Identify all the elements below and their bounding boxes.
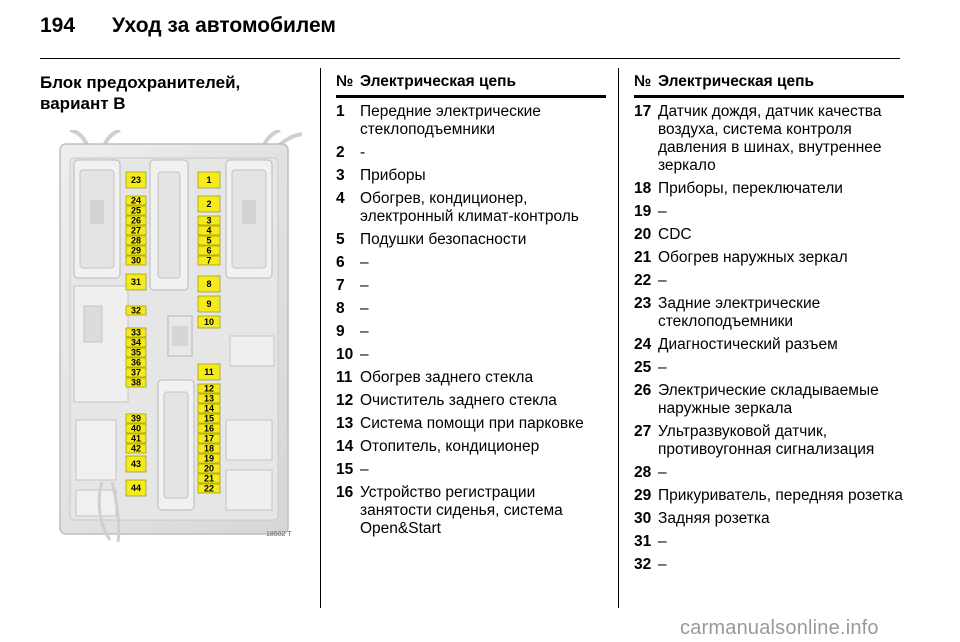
- table-row: [634, 556, 904, 574]
- fuse-label-left: [126, 358, 146, 368]
- circuit-description: CDC: [658, 226, 692, 243]
- fuse-number: 2: [336, 144, 345, 161]
- fuse-number-text: 24: [130, 195, 142, 206]
- fuse-number: 23: [634, 295, 652, 312]
- fuse-number-text: 39: [130, 413, 142, 424]
- fuse-number-text: 31: [130, 277, 142, 288]
- table-row: [634, 487, 904, 505]
- table-row: [336, 300, 606, 318]
- table-row: [634, 359, 904, 377]
- fuse-number: 7: [336, 277, 345, 294]
- fuse-number: 5: [336, 231, 345, 248]
- fuse-number-text: 16: [203, 423, 215, 434]
- circuit-description: –: [658, 556, 667, 573]
- fuse-number: 9: [336, 323, 345, 340]
- table-row: [634, 533, 904, 551]
- fuse-label-left: [126, 338, 146, 348]
- fuse-label-right: [198, 454, 220, 464]
- fuse-number: 13: [336, 415, 354, 432]
- fuse-label-right: [198, 364, 220, 380]
- fuse-number: 11: [336, 369, 353, 386]
- fuse-label-left: [126, 434, 146, 444]
- circuit-description: –: [658, 359, 667, 376]
- table-row: [336, 346, 606, 364]
- fuse-number: 28: [634, 464, 652, 481]
- fuse-label-right: [198, 414, 220, 424]
- table-row: [336, 144, 606, 162]
- fuse-number-text: 30: [130, 255, 142, 266]
- table-row: [336, 103, 606, 139]
- fuse-number-text: 8: [206, 279, 212, 290]
- fuse-label-right: [198, 444, 220, 454]
- circuit-description: –: [360, 346, 369, 363]
- chapter-title: Уход за автомобилем: [112, 14, 336, 37]
- fuse-label-left: [126, 216, 146, 226]
- table-row: [336, 415, 606, 433]
- fuse-number: 30: [634, 510, 652, 527]
- fuse-label-left: [126, 196, 146, 206]
- fuse-label-right: [198, 246, 220, 256]
- fuse-number-text: 17: [203, 433, 215, 444]
- table-row: [634, 382, 904, 418]
- circuit-description: –: [360, 254, 369, 271]
- circuit-description: –: [658, 533, 667, 550]
- fuse-number: 14: [336, 438, 354, 455]
- table-row: [336, 254, 606, 272]
- fuse-label-left: [126, 480, 146, 496]
- fuse-number: 24: [634, 336, 652, 353]
- circuit-description: Датчик дождя, датчик качества воздуха, система контроля давления в шинах, внутреннее зеркало: [658, 103, 882, 174]
- fuse-number: 19: [634, 203, 652, 220]
- fuse-number-text: 38: [130, 377, 142, 388]
- fuse-number: 29: [634, 487, 652, 504]
- site-watermark: carmanualsonline.info: [680, 617, 879, 639]
- table-row: [634, 295, 904, 331]
- fuse-number: 17: [634, 103, 652, 120]
- fuse-number-text: 26: [130, 215, 142, 226]
- table-row: [634, 336, 904, 354]
- fuse-label-left: [126, 206, 146, 216]
- diagram-code: 18502 T: [266, 531, 292, 538]
- fuse-number-text: 18: [203, 443, 215, 454]
- fuse-number-text: 11: [204, 367, 214, 378]
- fuse-label-right: [198, 296, 220, 312]
- circuit-description: –: [360, 323, 369, 340]
- header-rule: [40, 58, 900, 59]
- fuse-label-left: [126, 172, 146, 188]
- circuit-description: Ультразвуковой датчик, противоугонная сигнализация: [658, 423, 875, 458]
- fuse-number: 15: [336, 461, 354, 478]
- fuse-label-left: [126, 444, 146, 454]
- section-title-line-2: вариант В: [40, 94, 126, 113]
- table-row: [634, 423, 904, 459]
- table-row: [336, 323, 606, 341]
- circuit-description: –: [658, 464, 667, 481]
- circuit-description: Задние электрические стеклоподъемники: [658, 295, 821, 330]
- fuse-number: 8: [336, 300, 345, 317]
- fuse-number: 25: [634, 359, 652, 376]
- fuse-label-right: [198, 216, 220, 226]
- fuse-label-left: [126, 236, 146, 246]
- fuse-label-left: [126, 424, 146, 434]
- circuit-description: Устройство регистрации занятости сиденья, система Open&Start: [360, 484, 563, 537]
- circuit-description: –: [360, 277, 369, 294]
- fuse-number-text: 7: [206, 255, 212, 266]
- fuse-number: 22: [634, 272, 652, 289]
- table-row: [336, 438, 606, 456]
- fuse-number-text: 21: [203, 473, 215, 484]
- fuse-box-diagram: [40, 130, 302, 542]
- fuse-number-text: 9: [206, 299, 212, 310]
- table-row: [336, 190, 606, 226]
- circuit-description: Отопитель, кондиционер: [360, 438, 540, 455]
- fuse-label-right: [198, 316, 220, 328]
- fuse-number-text: 13: [203, 393, 215, 404]
- table-row: [336, 167, 606, 185]
- fuse-number: 10: [336, 346, 354, 363]
- fuse-number-text: 41: [130, 433, 142, 444]
- fuse-number-text: 19: [203, 453, 215, 464]
- fuse-table-left: [336, 72, 606, 543]
- table-row: [336, 277, 606, 295]
- circuit-description: Передние электрические стеклоподъемники: [360, 103, 541, 138]
- fuse-table-right: [634, 72, 904, 579]
- fuse-label-left: [126, 414, 146, 424]
- fuse-number-text: 20: [203, 463, 215, 474]
- fuse-label-left: [126, 246, 146, 256]
- table-row: [634, 510, 904, 528]
- fuse-label-right: [198, 256, 220, 266]
- fuse-number-text: 34: [130, 337, 142, 348]
- fuse-number: 32: [634, 556, 652, 573]
- table-row: [634, 272, 904, 290]
- header-number: №: [634, 73, 652, 90]
- section-title: [40, 72, 310, 114]
- fuse-number-text: 32: [130, 305, 142, 316]
- fuse-number-text: 35: [130, 347, 142, 358]
- table-header: [336, 72, 606, 98]
- fuse-label-left: [126, 306, 146, 316]
- fuse-number-text: 14: [203, 403, 215, 414]
- circuit-description: –: [658, 203, 667, 220]
- fuse-number: 26: [634, 382, 652, 399]
- table-header: [634, 72, 904, 98]
- fuse-number-text: 43: [130, 459, 142, 470]
- fuse-label-right: [198, 484, 220, 494]
- fuse-number-text: 29: [130, 245, 142, 256]
- table-row: [336, 369, 606, 387]
- column-divider-2: [618, 68, 619, 608]
- fuse-label-right: [198, 172, 220, 188]
- circuit-description: –: [360, 300, 369, 317]
- fuse-label-right: [198, 276, 220, 292]
- header-circuit: Электрическая цепь: [658, 73, 815, 90]
- circuit-description: Приборы, переключатели: [658, 180, 843, 197]
- page-header: [40, 14, 336, 44]
- circuit-description: Прикуриватель, передняя розетка: [658, 487, 903, 504]
- circuit-description: –: [360, 461, 369, 478]
- circuit-description: Электрические складываемые наружные зеркала: [658, 382, 879, 417]
- fuse-number-text: 5: [206, 235, 212, 246]
- fuse-number: 18: [634, 180, 652, 197]
- fuse-number-text: 40: [130, 423, 142, 434]
- fuse-number-text: 1: [206, 175, 212, 186]
- fuse-label-right: [198, 236, 220, 246]
- fuse-number: 1: [336, 103, 345, 120]
- fuse-number-text: 28: [130, 235, 142, 246]
- header-circuit: Электрическая цепь: [360, 73, 517, 90]
- fuse-number-text: 44: [130, 483, 142, 494]
- fuse-number-text: 2: [206, 199, 212, 210]
- fuse-label-right: [198, 394, 220, 404]
- table-row: [336, 231, 606, 249]
- fuse-number-text: 4: [206, 225, 212, 236]
- fuse-label-right: [198, 384, 220, 394]
- header-number: №: [336, 73, 354, 90]
- fuse-label-left: [126, 456, 146, 472]
- fuse-number: 21: [634, 249, 652, 266]
- fuse-number-text: 6: [206, 245, 212, 256]
- fuse-number: 31: [634, 533, 652, 550]
- fuse-label-right: [198, 434, 220, 444]
- fuse-number: 20: [634, 226, 652, 243]
- fuse-label-left: [126, 348, 146, 358]
- circuit-description: Очиститель заднего стекла: [360, 392, 557, 409]
- fuse-label-left: [126, 368, 146, 378]
- table-row: [634, 203, 904, 221]
- circuit-description: –: [658, 272, 667, 289]
- circuit-description: Подушки безопасности: [360, 231, 527, 248]
- fuse-number-text: 27: [130, 225, 142, 236]
- fuse-number-text: 25: [130, 205, 142, 216]
- fuse-number-text: 10: [203, 317, 215, 328]
- fuse-label-left: [126, 328, 146, 338]
- fuse-number-text: 3: [206, 215, 212, 226]
- fuse-label-left: [126, 226, 146, 236]
- circuit-description: Обогрев, кондиционер, электронный климат-контроль: [360, 190, 579, 225]
- fuse-number: 16: [336, 484, 354, 501]
- fuse-number-text: 37: [130, 367, 142, 378]
- table-row: [634, 226, 904, 244]
- fuse-number-text: 23: [130, 175, 142, 186]
- column-divider-1: [320, 68, 321, 608]
- fuse-label-left: [126, 256, 146, 266]
- fuse-number-text: 22: [203, 483, 215, 494]
- table-row: [336, 392, 606, 410]
- fuse-label-right: [198, 464, 220, 474]
- page-number: 194: [40, 14, 76, 37]
- fuse-number: 6: [336, 254, 345, 271]
- table-row: [336, 461, 606, 479]
- fuse-number: 4: [336, 190, 345, 207]
- fuse-label-right: [198, 474, 220, 484]
- table-row: [336, 484, 606, 538]
- fuse-number: 12: [336, 392, 354, 409]
- circuit-description: Задняя розетка: [658, 510, 770, 527]
- fuse-label-right: [198, 404, 220, 414]
- fuse-number: 27: [634, 423, 652, 440]
- fuse-number-text: 36: [130, 357, 142, 368]
- fuse-label-right: [198, 226, 220, 236]
- fuse-label-right: [198, 196, 220, 212]
- circuit-description: Система помощи при парковке: [360, 415, 584, 432]
- fuse-label-left: [126, 378, 146, 388]
- circuit-description: Приборы: [360, 167, 426, 184]
- fuse-number-text: 12: [203, 383, 215, 394]
- circuit-description: -: [360, 144, 366, 161]
- fuse-number-text: 42: [130, 443, 142, 454]
- circuit-description: Диагностический разъем: [658, 336, 838, 353]
- circuit-description: Обогрев наружных зеркал: [658, 249, 848, 266]
- table-row: [634, 249, 904, 267]
- fuse-number-text: 33: [130, 327, 142, 338]
- section-title-line-1: Блок предохранителей,: [40, 73, 241, 92]
- table-row: [634, 103, 904, 175]
- table-row: [634, 464, 904, 482]
- circuit-description: Обогрев заднего стекла: [360, 369, 534, 386]
- fuse-number-text: 15: [203, 413, 215, 424]
- table-row: [634, 180, 904, 198]
- fuse-label-right: [198, 424, 220, 434]
- fuse-label-left: [126, 274, 146, 290]
- fuse-number: 3: [336, 167, 345, 184]
